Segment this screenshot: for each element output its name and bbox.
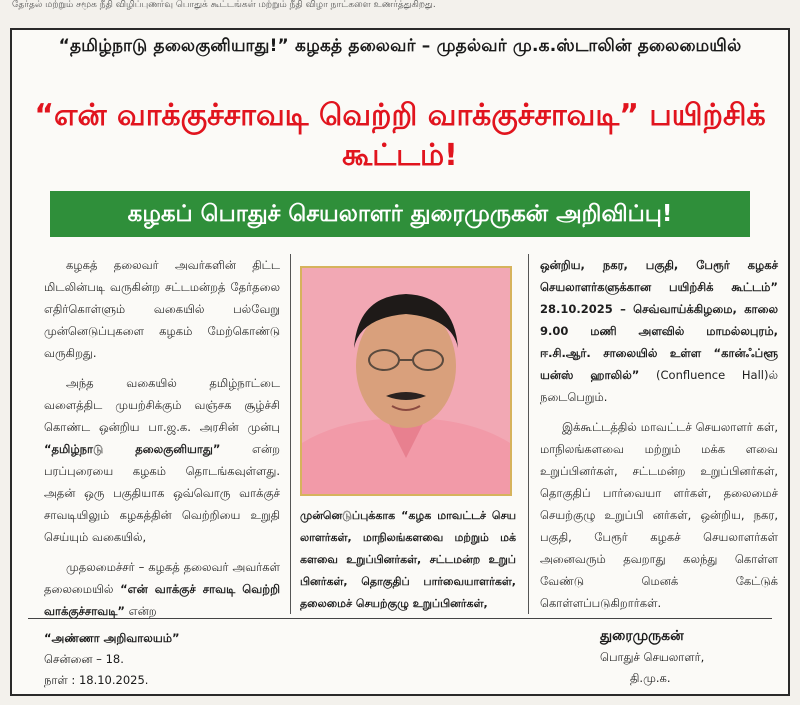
- right-paragraph-1: ஒன்றிய, நகர, பகுதி, பேரூர் கழகச் செயலாளர்களுக்கான பயிற்சிக் கூட்டம்” 28.10.2025 – செவ்வாய்க்கிழமை, காலை 9.00 மணி அளவில் மாமல்லபுரம், ஈ.சி.ஆர். சாலையில் உள்ள “கான்ஃப்ளூ யன்ஸ் ஹாலில்” (Confluence Hall)ல் நடைபெறும்.: [540, 258, 778, 404]
- left-paragraph-1: கழகத் தலைவர் அவர்களின் திட்ட மிடலின்படி வருகின்ற சட்டமன்றத் தேர்தலை எதிர்கொள்ளும் வகையில் பல்வேறு முன்னெடுப்புகளை கழகம் மேற்கொண்டு வருகிறது.: [44, 258, 280, 360]
- left-paragraph-3: முதலமைச்சர் – கழகத் தலைவர் அவர்கள் தலைமையில் “என் வாக்குச் சாவடி வெற்றி வாக்குச்சாவடி” என்ற: [44, 560, 280, 618]
- main-title: “என் வாக்குச்சாவடி வெற்றி வாக்குச்சாவடி” பயிற்சிக் கூட்டம்!: [34, 98, 766, 173]
- office-city: சென்னை – 18.: [44, 652, 124, 666]
- footer-left: [44, 628, 180, 691]
- column-divider: [528, 254, 529, 614]
- right-paragraph-2: இக்கூட்டத்தில் மாவட்டச் செயலாளர் கள், மாநிலங்களவை மற்றும் மக்க ளவை உறுப்பினர்கள், சட்டமன்ற உறுப்பினர்கள், தொகுதிப் பார்வையா ளர்கள், தலைமைச் செயற்குழு உறுப்பி னர்கள், ஒன்றிய, நகர, பகுதி, பேரூர் கழகச் செயலாளர்கள் அனைவரும் தவறாது கலந்து கொள்ள வேண்டு மெனக் கேட்டுக் கொள்ளப்படுகிறார்கள்.: [540, 420, 778, 610]
- portrait-illustration: [302, 268, 510, 494]
- party-name: தி.மு.க.: [630, 671, 671, 685]
- announcement-banner: கழகப் பொதுச் செயலாளர் துரைமுருகன் அறிவிப்பு!: [50, 191, 750, 237]
- footer-divider: [28, 618, 772, 619]
- signatory-name: துரைமுருகன்: [600, 628, 684, 644]
- left-paragraph-2: அந்த வகையில் தமிழ்நாட்டை வளைத்திட முயற்சிக்கும் வஞ்சக சூழ்ச்சி கொண்ட ஒன்றிய பா.ஜ.க. அரசின் முன்பு “தமிழ்நாடு தலைகுனியாது” என்ற பரப்புரையை கழகம் தொடங்கவுள்ளது. அதன் ஒரு பகுதியாக ஒவ்வொரு வாக்குச் சாவடியிலும் கழகத்தின் வெற்றியை உறுதி செய்யும் வகையில்,: [44, 376, 280, 544]
- release-date: நாள் : 18.10.2025.: [44, 673, 149, 687]
- right-column: [540, 254, 778, 622]
- office-name: “அண்ணா அறிவாலயம்”: [44, 631, 180, 645]
- signatory-designation: பொதுச் செயலாளர்,: [600, 650, 705, 664]
- footer-signature: [600, 626, 770, 689]
- left-column: [44, 254, 280, 630]
- column-divider: [290, 254, 291, 614]
- headline: “தமிழ்நாடு தலைகுனியாது!” கழகத் தலைவர் – முதல்வர் மு.க.ஸ்டாலின் தலைமையில்: [58, 36, 742, 56]
- photo-caption-text: முன்னெடுப்புக்காக “கழக மாவட்டச் செய லாளர்கள், மாநிலங்களவை மற்றும் மக் களவை உறுப்பினர்கள், சட்டமன்ற உறுப் பினர்கள், தொகுதிப் பார்வையாளர்கள், தலைமைச் செயற்குழு உறுப்பினர்கள்,: [300, 509, 516, 610]
- portrait-photo: [300, 266, 512, 496]
- top-clipped-text: தேர்தல் மற்றும் சமூக நீதி விழிப்புணர்வு பொதுக் கூட்டங்கள் மற்றும் நீதி விழா நாட்களை உணர்த்துகிறது.: [12, 0, 436, 10]
